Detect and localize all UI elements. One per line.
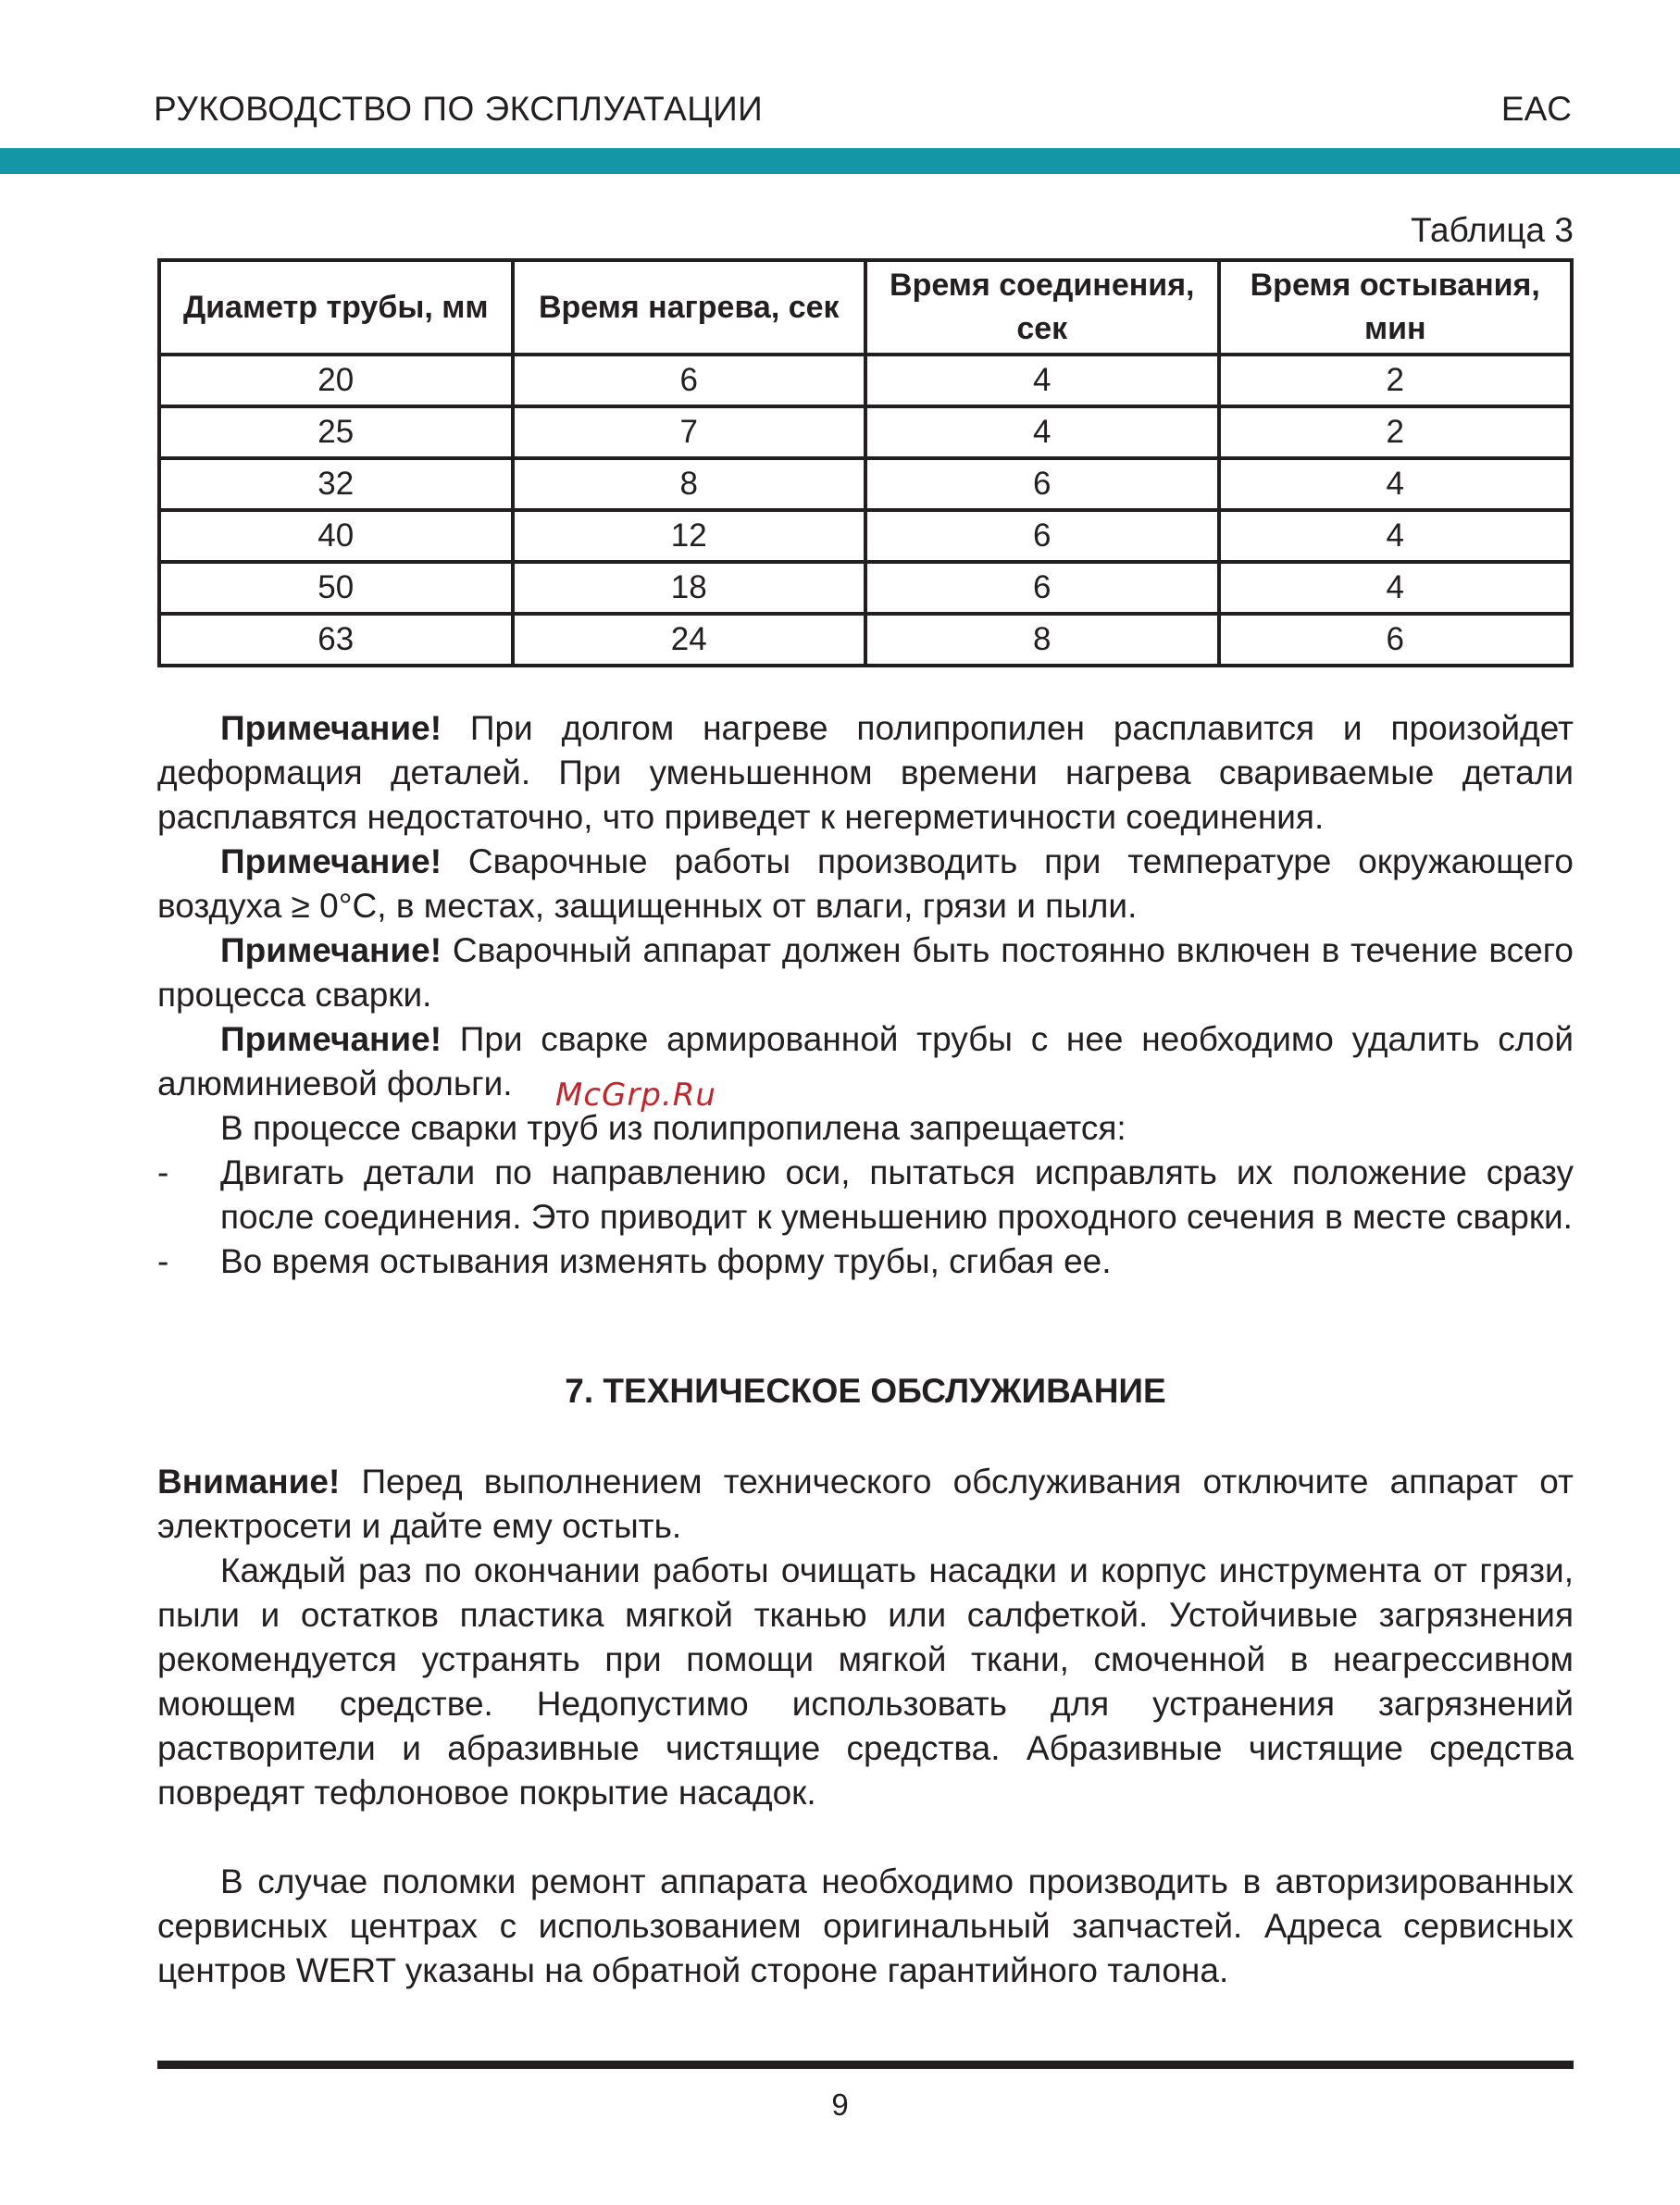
warning-paragraph [157,1460,1574,1549]
list-item-text: Двигать детали по направлению оси, пытаться исправлять их положение сразу после соединения. Это приводит к уменьшению проходного сечения в месте сварки. [220,1153,1574,1236]
column-header-joining-time: Время соединения, сек [865,260,1219,355]
table-row [159,614,1572,666]
table-cell: 25 [159,406,513,458]
table-cell: 6 [1219,614,1573,666]
table-cell: 50 [159,562,513,614]
footer-rule [157,2061,1574,2069]
note-text: Сварочные работы производить при температуре окружающего воздуха ≥ 0°C, в местах, защищенных от влаги, грязи и пыли. [157,842,1574,925]
page-number: 9 [831,2087,849,2122]
table-cell: 7 [513,406,866,458]
note-label: Примечание! [220,931,442,969]
column-header-heating-time: Время нагрева, сек [513,260,866,355]
note-paragraph [157,840,1574,928]
table-cell: 6 [865,510,1219,562]
note-text: Сварочный аппарат должен быть постоянно включен в течение всего процесса сварки. [157,931,1574,1014]
note-paragraph [157,928,1574,1017]
table-cell: 8 [513,458,866,510]
table-cell: 2 [1219,406,1573,458]
warning-text: Перед выполнением технического обслуживания отключите аппарат от электросети и дайте ему остыть. [157,1463,1574,1545]
running-header-title: РУКОВОДСТВО ПО ЭКСПЛУАТАЦИИ [154,90,764,128]
table-cell: 6 [513,355,866,406]
notes-block [157,706,1574,1993]
table-cell: 2 [1219,355,1573,406]
list-dash: - [157,1153,169,1191]
warning-label: Внимание! [157,1463,341,1501]
table-row [159,458,1572,510]
table-cell: 40 [159,510,513,562]
list-item [157,1151,1574,1240]
list-dash: - [157,1242,169,1280]
service-paragraph: В случае поломки ремонт аппарата необходимо производить в авторизированных сервисных центрах с использованием оригинальный запчастей. Адреса сервисных центров WERT указаны на обратной стороне гарантийного талона. [157,1862,1574,1989]
table-cell: 32 [159,458,513,510]
watermark-link[interactable]: McGrp.Ru [555,1077,716,1114]
table-cell: 4 [865,355,1219,406]
table-cell: 12 [513,510,866,562]
prohibition-intro: В процессе сварки труб из полипропилена запрещается: [220,1109,1126,1147]
note-text: При сварке армированной трубы с нее необходимо удалить слой алюминиевой фольги. [157,1020,1574,1102]
eac-mark: EAC [1500,90,1572,128]
table-cell: 6 [865,562,1219,614]
table-cell: 4 [865,406,1219,458]
table-cell: 24 [513,614,866,666]
column-header-cooling-time: Время остывания, мин [1219,260,1573,355]
table-cell: 18 [513,562,866,614]
column-header-diameter: Диаметр трубы, мм [159,260,513,355]
table-cell: 4 [1219,562,1573,614]
table-cell: 63 [159,614,513,666]
table-cell: 20 [159,355,513,406]
table-cell: 8 [865,614,1219,666]
section-heading: 7. ТЕХНИЧЕСКОЕ ОБСЛУЖИВАНИЕ [565,1372,1166,1410]
note-label: Примечание! [220,842,442,880]
table-cell: 4 [1219,458,1573,510]
note-label: Примечание! [220,1020,442,1058]
table-row [159,355,1572,406]
table-cell: 4 [1219,510,1573,562]
maintenance-paragraph: Каждый раз по окончании работы очищать насадки и корпус инструмента от грязи, пыли и остатков пластика мягкой тканью или салфеткой. Устойчивые загрязнения рекомендуется устранять при помощи мягкой ткани, смоченной в неагрессивном моющем средстве. Недопустимо использовать для устранения загрязнений растворители и абразивные чистящие средства. Абразивные чистящие средства повредят тефлоновое покрытие насадок. [157,1551,1574,1812]
page-content [157,208,1574,1993]
table-header-row [159,260,1572,355]
note-label: Примечание! [220,709,442,747]
note-paragraph [157,1017,1574,1106]
header-accent-bar [0,148,1680,174]
table-cell: 6 [865,458,1219,510]
note-text: При долгом нагреве полипропилен расплавится и произойдет деформация деталей. При уменьшенном времени нагрева свариваемые детали расплавятся недостаточно, что приведет к негерметичности соединения. [157,709,1574,836]
welding-time-table [157,258,1574,667]
table-row [159,406,1572,458]
note-paragraph [157,706,1574,840]
list-item-text: Во время остывания изменять форму трубы, сгибая ее. [220,1242,1112,1280]
table-caption: Таблица 3 [1411,211,1574,249]
list-item [157,1240,1574,1284]
table-row [159,562,1572,614]
table-row [159,510,1572,562]
paragraph-spacer [157,1815,1574,1860]
